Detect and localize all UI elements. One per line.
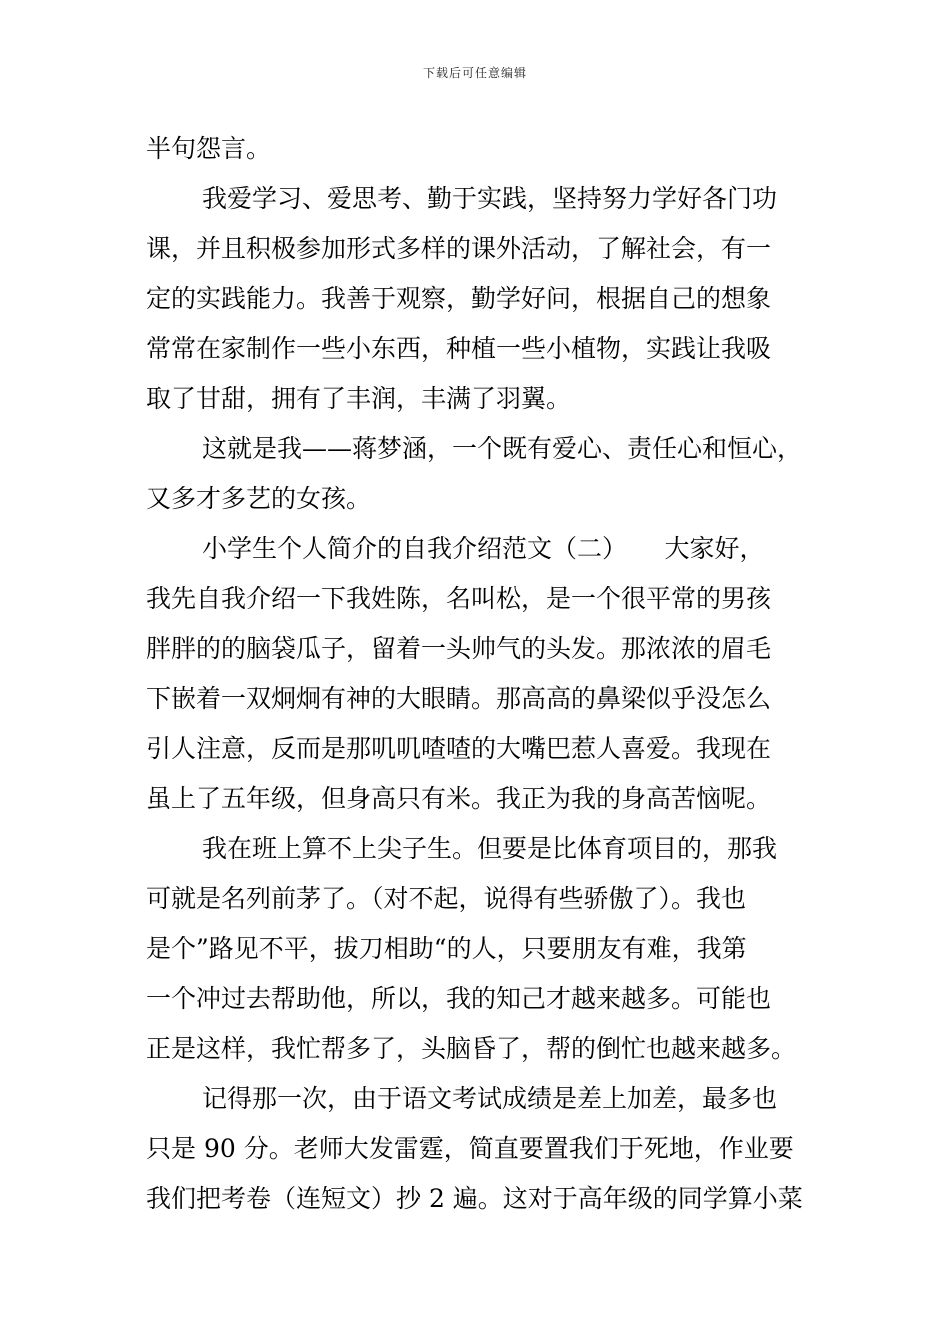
text-line: 我们把考卷（连短文）抄 2 遍。这对于高年级的同学算小菜 <box>146 1184 803 1213</box>
text-line: 可就是名列前茅了。（对不起，说得有些骄傲了）。我也 <box>146 884 747 913</box>
text-line: 记得那一次，由于语文考试成绩是差上加差，最多也 <box>202 1084 778 1113</box>
text-line: 我在班上算不上尖子生。但要是比体育项目的，那我 <box>202 834 778 863</box>
page-header: 下载后可任意编辑 <box>422 66 527 80</box>
text-line: 我先自我介绍一下我姓陈，名叫松，是一个很平常的男孩 <box>146 584 772 613</box>
text-line: 只是 90 分。老师大发雷霆，简直要置我们于死地，作业要 <box>146 1134 794 1163</box>
text-line: 取了甘甜，拥有了丰润，丰满了羽翼。 <box>146 384 572 413</box>
text-line: 虽上了五年级，但身高只有米。我正为我的身高苦恼呢。 <box>146 784 772 813</box>
text-line: 下嵌着一双炯炯有神的大眼睛。那高高的鼻梁似乎没怎么 <box>146 684 772 713</box>
text-line: 引人注意，反而是那叽叽喳喳的大嘴巴惹人喜爱。我现在 <box>146 734 772 763</box>
text-line: 一个冲过去帮助他，所以，我的知己才越来越多。可能也 <box>146 984 772 1013</box>
text-line: 课，并且积极参加形式多样的课外活动，了解社会，有一 <box>146 234 772 263</box>
text-line: 胖胖的的脑袋瓜子，留着一头帅气的头发。那浓浓的眉毛 <box>146 634 772 663</box>
text-line: 小学生个人简介的自我介绍范文（二） 大家好， <box>202 534 765 563</box>
text-line: 定的实践能力。我善于观察，勤学好问，根据自己的想象 <box>146 284 772 313</box>
text-line: 常常在家制作一些小东西，种植一些小植物，实践让我吸 <box>146 334 772 363</box>
document-body <box>146 124 818 1224</box>
text-line: 是个”路见不平，拔刀相助“的人，只要朋友有难，我第 <box>146 934 747 963</box>
text-line: 半句怨言。 <box>146 134 272 163</box>
text-line: 这就是我——蒋梦涵，一个既有爱心、责任心和恒心， <box>202 434 803 463</box>
text-line: 又多才多艺的女孩。 <box>146 484 372 513</box>
text-line: 正是这样，我忙帮多了，头脑昏了，帮的倒忙也越来越多。 <box>146 1034 797 1063</box>
text-line: 我爱学习、爱思考、勤于实践，坚持努力学好各门功 <box>202 184 778 213</box>
